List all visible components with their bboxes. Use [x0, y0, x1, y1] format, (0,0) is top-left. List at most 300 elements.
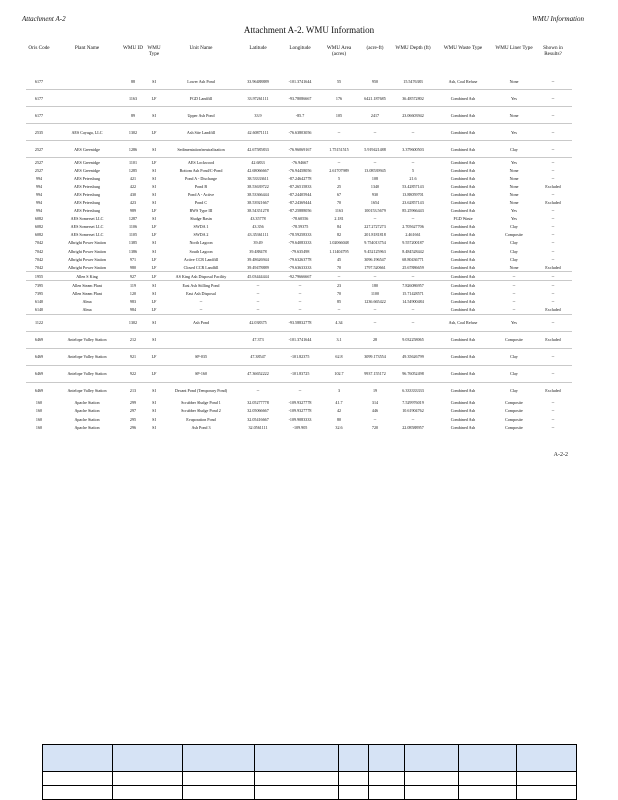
table-row — [26, 281, 572, 290]
table-cell: 62.8 — [322, 348, 356, 365]
table-cell: 983 — [129, 299, 137, 305]
table-cell: 6177 — [26, 90, 52, 107]
table-cell: Ash, Coal Refuse — [448, 78, 478, 84]
table-cell: Excluded — [545, 200, 561, 206]
table-row — [26, 182, 572, 190]
table-cell: 7042 — [34, 264, 44, 270]
table-cell: 28 — [356, 331, 394, 348]
table-cell: 1955 — [26, 272, 52, 281]
table-cell: 297 — [129, 408, 137, 414]
table-cell: None — [509, 183, 519, 189]
table-cell: Combined Ash — [432, 348, 494, 365]
table-cell: SI — [152, 175, 156, 181]
table-cell: -- — [551, 240, 555, 246]
table-cell: 295 — [129, 416, 137, 422]
table-body — [26, 73, 572, 431]
table-cell: LF — [151, 299, 157, 305]
table-cell: -- — [238, 281, 278, 290]
table-cell: 23 — [322, 281, 356, 290]
table-cell: 421 — [129, 175, 137, 181]
header-cell — [183, 745, 255, 772]
table-cell: -- — [394, 314, 432, 331]
table-cell: 2527 — [26, 141, 52, 158]
table-cell: Yes — [494, 158, 534, 167]
table-cell: 160 — [35, 408, 43, 414]
table-row — [26, 272, 572, 281]
cell — [517, 772, 577, 786]
table-cell: Apache Station — [74, 424, 100, 430]
cell — [405, 786, 459, 800]
table-cell: 45.03444444 — [238, 272, 278, 281]
cell — [405, 772, 459, 786]
table-cell: 1385 — [128, 240, 138, 246]
table-cell: Bottom Ash Pond/C-Pond — [179, 167, 223, 173]
table-cell: 14.54900484 — [402, 299, 424, 305]
table-cell: Antelope Valley Station — [52, 331, 122, 348]
table-cell: Composite — [505, 232, 523, 238]
table-cell: Clay — [510, 224, 518, 230]
table-cell: Clay — [510, 256, 518, 262]
table-cell: 6177 — [26, 107, 52, 124]
table-cell: Combined Ash — [450, 240, 476, 246]
table-cell: 446 — [371, 408, 379, 414]
header-cell — [43, 745, 113, 772]
cell — [459, 786, 517, 800]
table-cell: -79.63633333 — [288, 264, 312, 270]
column-header: WMU Depth (ft) — [395, 45, 431, 51]
table-cell: 7.529976019 — [402, 400, 424, 406]
table-cell: -- — [298, 291, 302, 297]
table-cell: Combined Ash — [450, 256, 476, 262]
table-cell: -- — [551, 175, 555, 181]
table-cell: -- — [512, 291, 516, 297]
table-cell: -- — [256, 307, 260, 313]
table-cell: 49.35626799 — [394, 348, 432, 365]
table-cell: -- — [512, 299, 516, 305]
table-cell: 6140 — [34, 299, 44, 305]
table-cell: Yes — [494, 124, 534, 141]
table-cell: -- — [534, 107, 572, 124]
table-cell: 2527 — [34, 167, 44, 173]
table-cell: -93.58832778 — [278, 314, 322, 331]
table-cell: Combined Ash — [432, 158, 494, 167]
page-header-right: WMU Information — [532, 15, 584, 23]
table-cell: 43.35778 — [250, 216, 266, 222]
table-cell: 950 — [371, 78, 379, 84]
table-cell: -109.905 — [292, 424, 308, 430]
table-cell: 1105 — [128, 232, 138, 238]
table-cell: Combined Ash — [450, 200, 476, 206]
table-cell: AES Petersburg — [73, 175, 101, 181]
table-cell: 1302 — [122, 314, 144, 331]
table-cell: Ash, Coal Refuse — [432, 314, 494, 331]
table-row — [26, 348, 572, 365]
table-cell: Allen Steam Plant — [52, 281, 122, 290]
table-cell: 70 — [336, 200, 342, 206]
table-cell: Combined Ash — [450, 183, 476, 189]
table-cell: -- — [256, 299, 260, 305]
table-row — [26, 423, 572, 431]
table-cell: 3 — [322, 382, 356, 399]
table-cell: -- — [551, 224, 555, 230]
table-row — [26, 263, 572, 272]
table-cell: 1.11404795 — [329, 248, 349, 254]
table-row — [26, 415, 572, 423]
table-cell: Pond B — [194, 183, 208, 189]
table-cell: -- — [411, 216, 415, 222]
table-cell: -- — [534, 314, 572, 331]
table-cell: -- — [551, 291, 555, 297]
table-cell: 6082 — [34, 232, 44, 238]
table-cell: -78.60556 — [291, 216, 309, 222]
table-cell: Composite — [505, 416, 523, 422]
table-cell: AES Petersburg — [73, 183, 101, 189]
cell — [339, 786, 369, 800]
table-cell: 19 — [356, 382, 394, 399]
table-cell: 3.1 — [322, 331, 356, 348]
table-row — [26, 231, 572, 239]
table-cell: Excluded — [534, 382, 572, 399]
table-cell: LF — [144, 90, 164, 107]
table-cell: -- — [199, 299, 203, 305]
table-cell: SI — [152, 78, 156, 84]
table-cell: 423 — [129, 200, 137, 206]
table-cell: AES Petersburg — [73, 208, 101, 214]
table-cell: East Ash Stilling Pond — [164, 281, 238, 290]
table-cell: Combined Ash — [450, 167, 476, 173]
table-cell: 53.42857143 — [402, 183, 424, 189]
table-cell: -- — [551, 216, 555, 222]
table-cell: 430 — [129, 191, 137, 197]
table-cell: 296 — [129, 424, 137, 430]
table-cell: AES Greenidge — [52, 158, 122, 167]
table-cell: -79.64083333 — [288, 240, 312, 246]
table-cell: 1.02066048 — [329, 240, 349, 246]
table-cell: SI — [144, 331, 164, 348]
table-cell: 47.36652222 — [238, 365, 278, 382]
column-header: WMU ID — [122, 45, 144, 51]
table-cell: 47.373 — [238, 331, 278, 348]
table-cell: 1286 — [122, 141, 144, 158]
table-row — [26, 399, 572, 407]
table-cell: -92.79666667 — [278, 272, 322, 281]
table-cell: Combined Ash — [450, 232, 476, 238]
table-cell: 55 — [336, 78, 342, 84]
table-cell: 39.49478889 — [247, 264, 269, 270]
table-cell: Clay — [494, 382, 534, 399]
table-cell: -- — [534, 272, 572, 281]
table-cell: 33.97261111 — [238, 90, 278, 107]
table-cell: 38.53639722 — [247, 183, 269, 189]
table-cell: 1163 — [334, 208, 344, 214]
table-cell: Decant Pond (Temporary Pond) — [164, 382, 238, 399]
fragment-header-row — [43, 745, 577, 772]
table-cell: 927 — [122, 272, 144, 281]
table-cell: 32.05416667 — [247, 416, 269, 422]
table-cell: SI — [152, 216, 156, 222]
cell — [369, 786, 405, 800]
page-title: Attachment A-2. WMU Information — [243, 25, 375, 35]
table-cell: 994 — [35, 191, 43, 197]
table-cell: Combined Ash — [450, 299, 476, 305]
table-cell: 2.705627706 — [402, 224, 424, 230]
table-cell: 9937.155172 — [356, 365, 394, 382]
table-cell: -- — [551, 191, 555, 197]
table-cell: Composite — [494, 331, 534, 348]
table-cell: 5.919421488 — [356, 141, 394, 158]
table-cell: 32.0561111 — [248, 424, 268, 430]
table-row — [26, 298, 572, 306]
table-cell: Composite — [505, 400, 523, 406]
table-cell: 1236.665422 — [364, 299, 386, 305]
table-cell: 1797.520661 — [364, 264, 386, 270]
table-cell: -101.82375 — [278, 348, 322, 365]
column-header: WMU Type — [147, 45, 161, 58]
table-cell: 32.05277778 — [247, 400, 269, 406]
table-cell: North Lagoon — [189, 240, 213, 246]
table-cell: None — [509, 167, 519, 173]
table-cell: 42.60871111 — [238, 124, 278, 141]
table-cell: AES Somerset LLC — [70, 232, 104, 238]
table-cell: Lower Ash Pond — [187, 78, 215, 84]
table-cell: FGD Landfill — [164, 90, 238, 107]
table-cell: 39.488478 — [249, 248, 267, 254]
table-cell: 1340 — [370, 183, 380, 189]
table-cell: SI — [152, 248, 156, 254]
table-cell: RWS Type III — [189, 208, 213, 214]
table-cell: AES Cayuga, LLC — [52, 124, 122, 141]
table-cell: 45 — [336, 256, 342, 262]
table-cell: 8.484528442 — [402, 248, 424, 254]
table-cell: -76.96069167 — [278, 141, 322, 158]
table-cell: Combined Ash — [450, 264, 476, 270]
table-cell: -- — [551, 167, 555, 173]
table-cell: -- — [256, 291, 260, 297]
table-cell: 213 — [122, 382, 144, 399]
table-cell: SWDA 2 — [193, 232, 209, 238]
table-cell: 3.379600503 — [394, 141, 432, 158]
table-cell: LF — [144, 124, 164, 141]
table-cell: 1386 — [128, 248, 138, 254]
table-cell: 7042 — [34, 256, 44, 262]
table-cell: -87.25888056 — [288, 208, 312, 214]
table-cell: 227.2727273 — [364, 224, 386, 230]
page-header-left: Attachment A-2 — [22, 15, 66, 23]
table-cell: Yes — [511, 208, 517, 214]
table-cell: 43.356 — [252, 224, 264, 230]
table-cell: 13.08539945 — [364, 167, 386, 173]
table-cell: Yes — [511, 216, 517, 222]
table-cell: 13.88059701 — [402, 191, 424, 197]
table-cell: Combined Ash — [450, 224, 476, 230]
table-cell: Ash Pond — [164, 314, 238, 331]
table-cell: 43.35361111 — [247, 232, 269, 238]
table-cell: 38.53921667 — [247, 200, 269, 206]
table-cell: LF — [144, 348, 164, 365]
table-cell: 5 — [337, 175, 341, 181]
header-cell — [405, 745, 459, 772]
column-header: Longitude — [289, 45, 311, 51]
table-cell: Sludge Basin — [190, 216, 212, 222]
table-cell: 33.96488889 — [247, 78, 269, 84]
table-cell: None — [509, 200, 519, 206]
table-row — [26, 331, 572, 348]
cell — [43, 786, 113, 800]
table-cell: LF — [144, 158, 164, 167]
table-cell: Combined Ash — [450, 208, 476, 214]
table-cell: -- — [411, 307, 415, 313]
table-cell: -78.59258333 — [288, 232, 312, 238]
table-cell: -- — [551, 400, 555, 406]
table-cell: -93.78086667 — [278, 90, 322, 107]
table-cell: 984 — [129, 307, 137, 313]
table-cell: SI — [152, 167, 156, 173]
table-cell: Alma — [82, 307, 92, 313]
table-cell: SI — [144, 314, 164, 331]
table-cell: 120 — [129, 291, 137, 297]
column-header: Shown in Results? — [543, 45, 563, 58]
table-cell: 180 — [356, 281, 394, 290]
table-cell: 85.25966443 — [402, 208, 424, 214]
table-cell: 2417 — [356, 107, 394, 124]
table-cell: 70 — [336, 291, 342, 297]
header-cell — [255, 745, 339, 772]
table-cell: 160 — [35, 424, 43, 430]
cell — [517, 786, 577, 800]
table-cell: LF — [151, 256, 157, 262]
table-cell: 7.826086957 — [394, 281, 432, 290]
table-cell: 9.452125963 — [364, 248, 386, 254]
table-cell: 38.54351278 — [247, 208, 269, 214]
header-cell — [113, 745, 183, 772]
table-cell: None — [509, 264, 519, 270]
table-cell: Combined Ash — [432, 365, 494, 382]
table-cell: Combined Ash — [450, 175, 476, 181]
table-cell: LF — [144, 272, 164, 281]
table-cell: AES Somerset LLC — [70, 224, 104, 230]
table-cell: -- — [512, 307, 516, 313]
fragment-row — [43, 786, 577, 800]
column-header: Plant Name — [74, 45, 100, 51]
table-cell: 2.461661 — [405, 232, 421, 238]
column-header: (acre-ft) — [366, 45, 384, 51]
table-cell: -- — [551, 208, 555, 214]
table-row — [26, 207, 572, 215]
table-cell: 7395 — [26, 281, 52, 290]
table-cell: 42.68066667 — [247, 167, 269, 173]
table-cell: 921 — [122, 348, 144, 365]
cell — [113, 772, 183, 786]
table-cell: 70 — [336, 264, 342, 270]
table-cell: None — [494, 107, 534, 124]
table-cell: SI — [152, 400, 156, 406]
table-cell: -- — [322, 124, 356, 141]
table-cell: Active CCR Landfill — [183, 256, 219, 262]
table-cell: 1106 — [128, 224, 138, 230]
table-cell: 32.05066667 — [247, 408, 269, 414]
table-cell: -- — [356, 158, 394, 167]
table-cell — [164, 331, 238, 348]
table-cell: -- — [356, 272, 394, 281]
table-cell: 108 — [371, 175, 379, 181]
cell — [459, 772, 517, 786]
table-cell: 1100 — [370, 291, 380, 297]
table-cell: None — [509, 78, 519, 84]
table-cell: -- — [534, 348, 572, 365]
table-cell: LF — [151, 232, 157, 238]
table-cell: -87.24405944 — [288, 191, 312, 197]
table-cell: 39.49 — [253, 240, 263, 246]
table-cell: None — [509, 191, 519, 197]
table-row — [26, 365, 572, 382]
table-cell: Allen S King — [52, 272, 122, 281]
table-cell: Apache Station — [74, 416, 100, 422]
table-cell: -109.9327778 — [288, 400, 312, 406]
cell — [43, 772, 113, 786]
table-cell: 994 — [35, 175, 43, 181]
table-cell: 1122 — [26, 314, 52, 331]
table-cell: Excluded — [545, 307, 561, 313]
table-cell: Combined Ash — [450, 248, 476, 254]
cell — [255, 786, 339, 800]
table-row — [26, 247, 572, 255]
table-cell: 23.06603942 — [394, 107, 432, 124]
table-cell: 994 — [35, 200, 43, 206]
table-cell: -76.94667 — [278, 158, 322, 167]
table-cell: 2.61707989 — [329, 167, 349, 173]
table-row — [26, 174, 572, 182]
table-cell: -- — [534, 365, 572, 382]
table-cell: SI — [152, 191, 156, 197]
table-cell: -- — [551, 299, 555, 305]
table-cell: 160 — [35, 400, 43, 406]
column-header: WMU Waste Type — [443, 45, 483, 51]
table-cell: Composite — [505, 424, 523, 430]
table-cell: 314 — [371, 400, 379, 406]
table-row — [26, 290, 572, 298]
table-cell: -79.635498 — [290, 248, 310, 254]
table-cell: Apache Station — [74, 408, 100, 414]
table-row — [26, 166, 572, 174]
table-cell: -109.9327778 — [288, 408, 312, 414]
table-cell: 922 — [122, 365, 144, 382]
table-cell: -- — [551, 232, 555, 238]
table-cell: SI — [152, 200, 156, 206]
table-cell: 176 — [322, 90, 356, 107]
table-cell: -- — [356, 314, 394, 331]
column-header: Latitude — [249, 45, 267, 51]
table-row — [26, 215, 572, 223]
table-cell: -- — [394, 124, 432, 141]
table-cell: Allen Steam Plant — [72, 291, 102, 297]
table-cell: 2.181 — [334, 216, 344, 222]
wmu-table — [26, 45, 572, 431]
table-cell: 4.34 — [322, 314, 356, 331]
table-cell: Excluded — [534, 331, 572, 348]
table-cell: SWDA 1 — [193, 224, 209, 230]
table-cell: -- — [373, 307, 377, 313]
table-cell: FGD Waste — [453, 216, 473, 222]
table-cell: -87.26515833 — [288, 183, 312, 189]
table-row — [26, 239, 572, 247]
table-cell: -87.24369444 — [288, 200, 312, 206]
table-cell: 9.754013754 — [364, 240, 386, 246]
table-cell: 6140 — [34, 307, 44, 313]
table-cell: Pond C — [194, 200, 208, 206]
table-cell: 15.71428571 — [402, 291, 424, 297]
table-row — [26, 407, 572, 415]
table-cell: Antelope Valley Station — [52, 365, 122, 382]
